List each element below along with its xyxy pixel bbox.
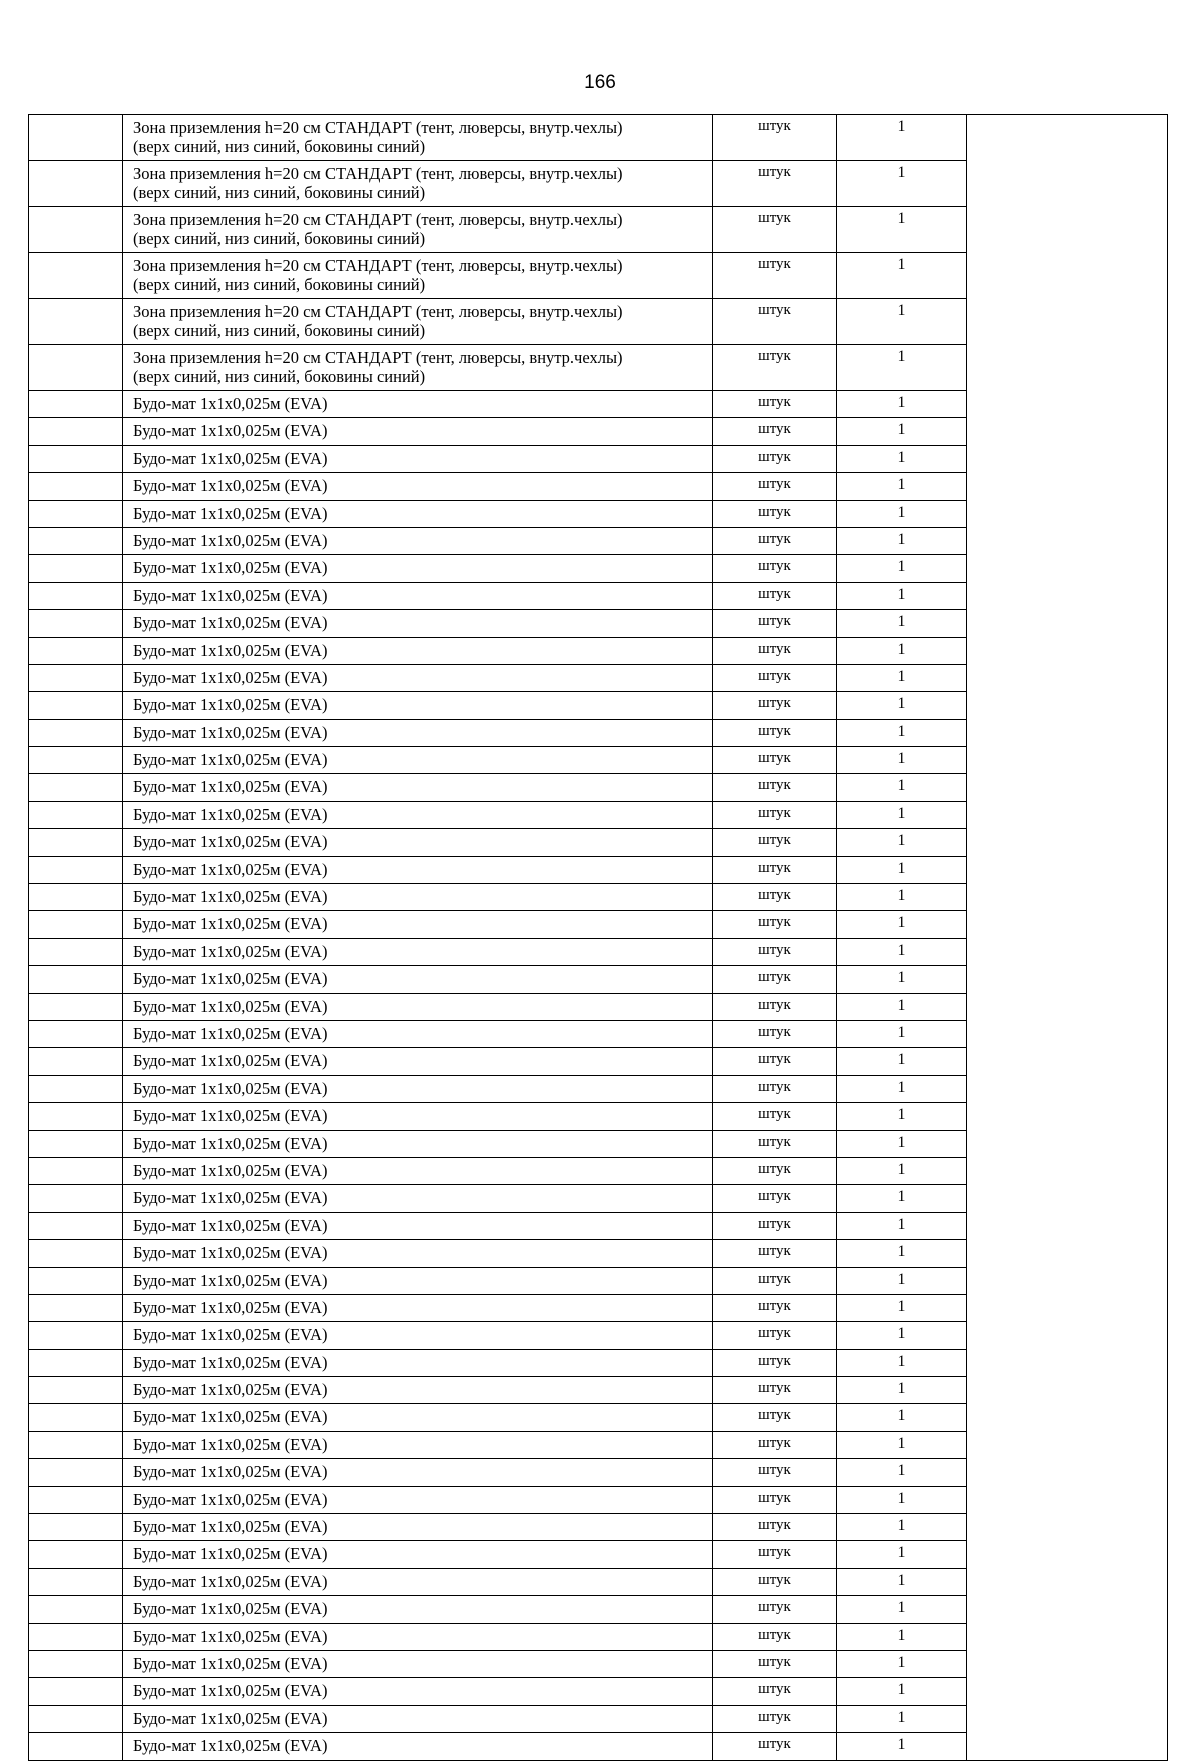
- row-number-cell: [29, 1678, 123, 1705]
- row-number-cell: [29, 1431, 123, 1458]
- row-number-cell: [29, 207, 123, 253]
- row-number-cell: [29, 418, 123, 445]
- row-number-cell: [29, 1650, 123, 1677]
- quantity-cell: 1: [837, 747, 967, 774]
- row-number-cell: [29, 1349, 123, 1376]
- quantity-cell: 1: [837, 1541, 967, 1568]
- unit-cell: штук: [713, 1431, 837, 1458]
- unit-cell: штук: [713, 473, 837, 500]
- item-name-cell: [123, 774, 713, 801]
- unit-cell: штук: [713, 747, 837, 774]
- unit-cell: штук: [713, 1733, 837, 1760]
- table-row: [29, 115, 1168, 161]
- unit-cell: штук: [713, 692, 837, 719]
- item-name-line: Будо-мат 1x1x0,025м (EVA): [133, 722, 328, 742]
- quantity-cell: 1: [837, 966, 967, 993]
- unit-cell: штук: [713, 610, 837, 637]
- item-name-cell: [123, 1103, 713, 1130]
- item-name-line: Зона приземления h=20 см СТАНДАРТ (тент, люверсы, внутр.чехлы): [133, 118, 623, 137]
- quantity-cell: 1: [837, 115, 967, 161]
- unit-cell: штук: [713, 1486, 837, 1513]
- unit-cell: штук: [713, 1212, 837, 1239]
- row-number-cell: [29, 115, 123, 161]
- item-name-cell: [123, 115, 713, 161]
- quantity-cell: 1: [837, 1705, 967, 1732]
- unit-cell: штук: [713, 1322, 837, 1349]
- row-number-cell: [29, 1514, 123, 1541]
- row-number-cell: [29, 664, 123, 691]
- row-number-cell: [29, 1075, 123, 1102]
- item-name-line: Будо-мат 1x1x0,025м (EVA): [133, 1270, 328, 1290]
- item-name-line: Будо-мат 1x1x0,025м (EVA): [133, 1380, 328, 1400]
- item-name-cell: [123, 1349, 713, 1376]
- quantity-cell: 1: [837, 884, 967, 911]
- unit-cell: штук: [713, 582, 837, 609]
- unit-cell: штук: [713, 1541, 837, 1568]
- row-number-cell: [29, 345, 123, 391]
- item-name-line: Будо-мат 1x1x0,025м (EVA): [133, 1599, 328, 1619]
- item-name-line: Зона приземления h=20 см СТАНДАРТ (тент, люверсы, внутр.чехлы): [133, 210, 623, 229]
- unit-cell: штук: [713, 115, 837, 161]
- item-name-line: Будо-мат 1x1x0,025м (EVA): [133, 941, 328, 961]
- quantity-cell: 1: [837, 1431, 967, 1458]
- quantity-cell: 1: [837, 1568, 967, 1595]
- item-name-cell: [123, 1459, 713, 1486]
- item-name-cell: [123, 719, 713, 746]
- quantity-cell: 1: [837, 637, 967, 664]
- item-name-line: Будо-мат 1x1x0,025м (EVA): [133, 503, 328, 523]
- item-name-line: Будо-мат 1x1x0,025м (EVA): [133, 448, 328, 468]
- unit-cell: штук: [713, 1240, 837, 1267]
- quantity-cell: 1: [837, 1678, 967, 1705]
- item-name-line: Будо-мат 1x1x0,025м (EVA): [133, 1078, 328, 1098]
- unit-cell: штук: [713, 1103, 837, 1130]
- unit-cell: штук: [713, 1267, 837, 1294]
- item-name-line: Будо-мат 1x1x0,025м (EVA): [133, 1708, 328, 1728]
- unit-cell: штук: [713, 1020, 837, 1047]
- row-number-cell: [29, 391, 123, 418]
- item-name-cell: [123, 801, 713, 828]
- item-name-line: Будо-мат 1x1x0,025м (EVA): [133, 887, 328, 907]
- item-name-cell: [123, 1541, 713, 1568]
- item-name-line: Будо-мат 1x1x0,025м (EVA): [133, 1626, 328, 1646]
- unit-cell: штук: [713, 1705, 837, 1732]
- unit-cell: штук: [713, 966, 837, 993]
- unit-cell: штук: [713, 391, 837, 418]
- item-name-line: Будо-мат 1x1x0,025м (EVA): [133, 421, 328, 441]
- row-number-cell: [29, 1596, 123, 1623]
- quantity-cell: 1: [837, 1596, 967, 1623]
- item-name-cell: [123, 993, 713, 1020]
- item-name-cell: [123, 1596, 713, 1623]
- unit-cell: штук: [713, 1048, 837, 1075]
- unit-cell: штук: [713, 1157, 837, 1184]
- row-number-cell: [29, 637, 123, 664]
- row-number-cell: [29, 1130, 123, 1157]
- quantity-cell: 1: [837, 1322, 967, 1349]
- unit-cell: штук: [713, 938, 837, 965]
- row-number-cell: [29, 1212, 123, 1239]
- unit-cell: штук: [713, 1459, 837, 1486]
- item-name-line: Будо-мат 1x1x0,025м (EVA): [133, 1215, 328, 1235]
- item-name-line: Будо-мат 1x1x0,025м (EVA): [133, 695, 328, 715]
- item-name-line: Будо-мат 1x1x0,025м (EVA): [133, 1434, 328, 1454]
- item-name-line: Будо-мат 1x1x0,025м (EVA): [133, 394, 328, 413]
- item-name-line: Зона приземления h=20 см СТАНДАРТ (тент, люверсы, внутр.чехлы): [133, 256, 623, 275]
- item-name-cell: [123, 1733, 713, 1760]
- item-name-line: Будо-мат 1x1x0,025м (EVA): [133, 750, 328, 770]
- item-name-line: Будо-мат 1x1x0,025м (EVA): [133, 1407, 328, 1427]
- item-name-line: Будо-мат 1x1x0,025м (EVA): [133, 1544, 328, 1564]
- quantity-cell: 1: [837, 1514, 967, 1541]
- unit-cell: штук: [713, 555, 837, 582]
- quantity-cell: 1: [837, 1103, 967, 1130]
- item-name-cell: [123, 1212, 713, 1239]
- row-number-cell: [29, 719, 123, 746]
- item-name-line: Будо-мат 1x1x0,025м (EVA): [133, 1243, 328, 1263]
- quantity-cell: 1: [837, 207, 967, 253]
- unit-cell: штук: [713, 1377, 837, 1404]
- unit-cell: штук: [713, 664, 837, 691]
- item-name-line: Зона приземления h=20 см СТАНДАРТ (тент, люверсы, внутр.чехлы): [133, 302, 623, 321]
- item-name-line: Будо-мат 1x1x0,025м (EVA): [133, 1489, 328, 1509]
- unit-cell: штук: [713, 829, 837, 856]
- item-name-line: Будо-мат 1x1x0,025м (EVA): [133, 832, 328, 852]
- unit-cell: штук: [713, 418, 837, 445]
- quantity-cell: 1: [837, 1212, 967, 1239]
- item-name-line: Будо-мат 1x1x0,025м (EVA): [133, 1736, 328, 1756]
- quantity-cell: 1: [837, 555, 967, 582]
- row-number-cell: [29, 856, 123, 883]
- quantity-cell: 1: [837, 664, 967, 691]
- item-name-cell: [123, 1678, 713, 1705]
- quantity-cell: 1: [837, 1294, 967, 1321]
- item-name-line: Будо-мат 1x1x0,025м (EVA): [133, 667, 328, 687]
- quantity-cell: 1: [837, 473, 967, 500]
- item-name-cell: [123, 253, 713, 299]
- row-number-cell: [29, 966, 123, 993]
- unit-cell: штук: [713, 884, 837, 911]
- row-number-cell: [29, 555, 123, 582]
- item-name-cell: [123, 1157, 713, 1184]
- item-name-line: Будо-мат 1x1x0,025м (EVA): [133, 1023, 328, 1043]
- row-number-cell: [29, 610, 123, 637]
- quantity-cell: 1: [837, 582, 967, 609]
- unit-cell: штук: [713, 1130, 837, 1157]
- unit-cell: штук: [713, 1596, 837, 1623]
- unit-cell: штук: [713, 527, 837, 554]
- item-name-cell: [123, 1294, 713, 1321]
- quantity-cell: 1: [837, 445, 967, 472]
- quantity-cell: 1: [837, 1404, 967, 1431]
- unit-cell: штук: [713, 993, 837, 1020]
- quantity-cell: 1: [837, 1048, 967, 1075]
- item-name-line: Будо-мат 1x1x0,025м (EVA): [133, 1653, 328, 1673]
- unit-cell: штук: [713, 801, 837, 828]
- item-name-cell: [123, 555, 713, 582]
- item-name-cell: [123, 473, 713, 500]
- item-name-line: Будо-мат 1x1x0,025м (EVA): [133, 1462, 328, 1482]
- unit-cell: штук: [713, 774, 837, 801]
- item-name-cell: [123, 445, 713, 472]
- item-name-cell: [123, 1623, 713, 1650]
- quantity-cell: 1: [837, 345, 967, 391]
- item-name-cell: [123, 884, 713, 911]
- row-number-cell: [29, 884, 123, 911]
- item-name-cell: [123, 1020, 713, 1047]
- item-name-cell: [123, 1705, 713, 1732]
- item-name-line: Будо-мат 1x1x0,025м (EVA): [133, 996, 328, 1016]
- item-name-line: (верх синий, низ синий, боковины синий): [133, 367, 426, 386]
- item-name-line: Будо-мат 1x1x0,025м (EVA): [133, 1188, 328, 1208]
- row-number-cell: [29, 500, 123, 527]
- item-name-line: (верх синий, низ синий, боковины синий): [133, 183, 426, 202]
- row-number-cell: [29, 938, 123, 965]
- item-name-line: Будо-мат 1x1x0,025м (EVA): [133, 1681, 328, 1701]
- row-number-cell: [29, 692, 123, 719]
- item-name-cell: [123, 527, 713, 554]
- item-name-cell: [123, 1130, 713, 1157]
- item-name-line: Будо-мат 1x1x0,025м (EVA): [133, 1517, 328, 1537]
- unit-cell: штук: [713, 345, 837, 391]
- item-name-line: Будо-мат 1x1x0,025м (EVA): [133, 585, 328, 605]
- quantity-cell: 1: [837, 801, 967, 828]
- item-name-line: Будо-мат 1x1x0,025м (EVA): [133, 804, 328, 824]
- item-name-cell: [123, 1514, 713, 1541]
- row-number-cell: [29, 1157, 123, 1184]
- item-name-line: Будо-мат 1x1x0,025м (EVA): [133, 558, 328, 578]
- row-number-cell: [29, 1404, 123, 1431]
- row-number-cell: [29, 1459, 123, 1486]
- unit-cell: штук: [713, 637, 837, 664]
- item-name-cell: [123, 418, 713, 445]
- item-name-cell: [123, 692, 713, 719]
- row-number-cell: [29, 299, 123, 345]
- row-number-cell: [29, 1185, 123, 1212]
- quantity-cell: 1: [837, 161, 967, 207]
- quantity-cell: 1: [837, 1650, 967, 1677]
- row-number-cell: [29, 582, 123, 609]
- item-name-cell: [123, 161, 713, 207]
- item-name-cell: [123, 938, 713, 965]
- item-name-line: Зона приземления h=20 см СТАНДАРТ (тент, люверсы, внутр.чехлы): [133, 348, 623, 367]
- item-name-line: Будо-мат 1x1x0,025м (EVA): [133, 914, 328, 934]
- page-number: 166: [584, 72, 616, 93]
- unit-cell: штук: [713, 1568, 837, 1595]
- item-name-cell: [123, 1185, 713, 1212]
- row-number-cell: [29, 1020, 123, 1047]
- quantity-cell: 1: [837, 692, 967, 719]
- item-name-line: Будо-мат 1x1x0,025м (EVA): [133, 1160, 328, 1180]
- row-number-cell: [29, 829, 123, 856]
- unit-cell: штук: [713, 1514, 837, 1541]
- quantity-cell: 1: [837, 1185, 967, 1212]
- unit-cell: штук: [713, 1650, 837, 1677]
- unit-cell: штук: [713, 1075, 837, 1102]
- unit-cell: штук: [713, 445, 837, 472]
- item-name-cell: [123, 1377, 713, 1404]
- row-number-cell: [29, 1103, 123, 1130]
- item-name-line: (верх синий, низ синий, боковины синий): [133, 321, 426, 340]
- item-name-line: Будо-мат 1x1x0,025м (EVA): [133, 1297, 328, 1317]
- quantity-cell: 1: [837, 391, 967, 418]
- row-number-cell: [29, 1623, 123, 1650]
- item-name-cell: [123, 207, 713, 253]
- notes-cell: [967, 115, 1168, 1761]
- quantity-cell: 1: [837, 1130, 967, 1157]
- item-name-line: Будо-мат 1x1x0,025м (EVA): [133, 1571, 328, 1591]
- row-number-cell: [29, 774, 123, 801]
- quantity-cell: 1: [837, 527, 967, 554]
- item-name-cell: [123, 856, 713, 883]
- row-number-cell: [29, 993, 123, 1020]
- quantity-cell: 1: [837, 1733, 967, 1760]
- item-name-cell: [123, 299, 713, 345]
- item-name-line: Будо-мат 1x1x0,025м (EVA): [133, 777, 328, 797]
- row-number-cell: [29, 161, 123, 207]
- quantity-cell: 1: [837, 610, 967, 637]
- unit-cell: штук: [713, 500, 837, 527]
- row-number-cell: [29, 1541, 123, 1568]
- row-number-cell: [29, 1240, 123, 1267]
- quantity-cell: 1: [837, 418, 967, 445]
- quantity-cell: 1: [837, 1240, 967, 1267]
- item-name-line: Будо-мат 1x1x0,025м (EVA): [133, 530, 328, 550]
- quantity-cell: 1: [837, 299, 967, 345]
- item-name-line: Будо-мат 1x1x0,025м (EVA): [133, 1106, 328, 1126]
- item-name-line: Будо-мат 1x1x0,025м (EVA): [133, 476, 328, 496]
- item-name-cell: [123, 1568, 713, 1595]
- items-table: [28, 114, 1168, 1761]
- item-name-cell: [123, 966, 713, 993]
- quantity-cell: 1: [837, 993, 967, 1020]
- item-name-cell: [123, 500, 713, 527]
- item-name-line: Будо-мат 1x1x0,025м (EVA): [133, 1352, 328, 1372]
- unit-cell: штук: [713, 856, 837, 883]
- row-number-cell: [29, 1294, 123, 1321]
- quantity-cell: 1: [837, 719, 967, 746]
- quantity-cell: 1: [837, 774, 967, 801]
- row-number-cell: [29, 1486, 123, 1513]
- item-name-cell: [123, 1075, 713, 1102]
- quantity-cell: 1: [837, 856, 967, 883]
- quantity-cell: 1: [837, 1459, 967, 1486]
- quantity-cell: 1: [837, 1267, 967, 1294]
- unit-cell: штук: [713, 207, 837, 253]
- unit-cell: штук: [713, 1678, 837, 1705]
- item-name-cell: [123, 1486, 713, 1513]
- item-name-cell: [123, 610, 713, 637]
- item-name-cell: [123, 637, 713, 664]
- row-number-cell: [29, 445, 123, 472]
- unit-cell: штук: [713, 1294, 837, 1321]
- item-name-cell: [123, 1267, 713, 1294]
- quantity-cell: 1: [837, 500, 967, 527]
- unit-cell: штук: [713, 161, 837, 207]
- item-name-line: Будо-мат 1x1x0,025м (EVA): [133, 1051, 328, 1071]
- quantity-cell: 1: [837, 1623, 967, 1650]
- row-number-cell: [29, 747, 123, 774]
- row-number-cell: [29, 1322, 123, 1349]
- unit-cell: штук: [713, 1349, 837, 1376]
- quantity-cell: 1: [837, 1377, 967, 1404]
- row-number-cell: [29, 1267, 123, 1294]
- row-number-cell: [29, 1568, 123, 1595]
- item-name-cell: [123, 1048, 713, 1075]
- item-name-cell: [123, 664, 713, 691]
- item-name-line: Будо-мат 1x1x0,025м (EVA): [133, 640, 328, 660]
- item-name-line: (верх синий, низ синий, боковины синий): [133, 229, 426, 248]
- row-number-cell: [29, 1705, 123, 1732]
- item-name-line: Будо-мат 1x1x0,025м (EVA): [133, 613, 328, 633]
- item-name-cell: [123, 1650, 713, 1677]
- quantity-cell: 1: [837, 1075, 967, 1102]
- item-name-line: Будо-мат 1x1x0,025м (EVA): [133, 1325, 328, 1345]
- item-name-cell: [123, 1404, 713, 1431]
- item-name-line: Будо-мат 1x1x0,025м (EVA): [133, 859, 328, 879]
- item-name-cell: [123, 582, 713, 609]
- row-number-cell: [29, 253, 123, 299]
- unit-cell: штук: [713, 1404, 837, 1431]
- item-name-cell: [123, 747, 713, 774]
- item-name-cell: [123, 391, 713, 418]
- table-body: [29, 115, 1168, 1761]
- quantity-cell: 1: [837, 911, 967, 938]
- item-name-line: Будо-мат 1x1x0,025м (EVA): [133, 969, 328, 989]
- item-name-cell: [123, 1240, 713, 1267]
- item-name-line: (верх синий, низ синий, боковины синий): [133, 137, 426, 156]
- item-name-cell: [123, 1431, 713, 1458]
- unit-cell: штук: [713, 1623, 837, 1650]
- row-number-cell: [29, 527, 123, 554]
- quantity-cell: 1: [837, 1020, 967, 1047]
- unit-cell: штук: [713, 911, 837, 938]
- item-name-cell: [123, 911, 713, 938]
- quantity-cell: 1: [837, 829, 967, 856]
- unit-cell: штук: [713, 1185, 837, 1212]
- row-number-cell: [29, 1377, 123, 1404]
- quantity-cell: 1: [837, 1349, 967, 1376]
- item-name-cell: [123, 829, 713, 856]
- row-number-cell: [29, 911, 123, 938]
- item-name-cell: [123, 1322, 713, 1349]
- row-number-cell: [29, 1733, 123, 1760]
- item-name-line: Будо-мат 1x1x0,025м (EVA): [133, 1133, 328, 1153]
- unit-cell: штук: [713, 299, 837, 345]
- quantity-cell: 1: [837, 1157, 967, 1184]
- quantity-cell: 1: [837, 1486, 967, 1513]
- item-name-line: (верх синий, низ синий, боковины синий): [133, 275, 426, 294]
- row-number-cell: [29, 473, 123, 500]
- row-number-cell: [29, 801, 123, 828]
- quantity-cell: 1: [837, 938, 967, 965]
- quantity-cell: 1: [837, 253, 967, 299]
- item-name-cell: [123, 345, 713, 391]
- row-number-cell: [29, 1048, 123, 1075]
- item-name-line: Зона приземления h=20 см СТАНДАРТ (тент, люверсы, внутр.чехлы): [133, 164, 623, 183]
- unit-cell: штук: [713, 719, 837, 746]
- unit-cell: штук: [713, 253, 837, 299]
